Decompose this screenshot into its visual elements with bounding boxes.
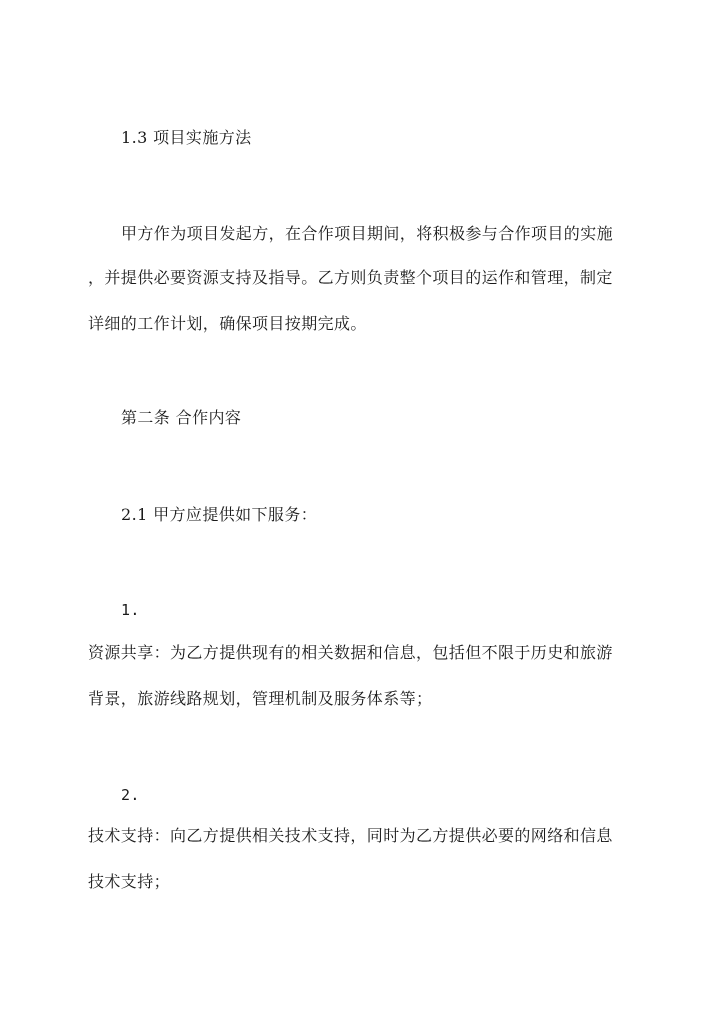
list-item-line: 技术支持； — [88, 872, 171, 891]
list-item-line: 资源共享：为乙方提供现有的相关数据和信息，包括但不限于历史和旅游 — [88, 643, 613, 662]
list-item-number: 1. — [121, 601, 140, 619]
list-item-number: 2. — [121, 786, 140, 804]
paragraph-line: 详细的工作计划，确保项目按期完成。 — [88, 314, 367, 333]
list-item-line: 背景，旅游线路规划，管理机制及服务体系等； — [88, 689, 433, 708]
section-heading-1-3: 1.3 项目实施方法 — [121, 128, 252, 147]
article-heading: 第二条 合作内容 — [121, 408, 242, 427]
list-item-line: 技术支持：向乙方提供相关技术支持，同时为乙方提供必要的网络和信息 — [88, 826, 613, 845]
paragraph-line: ，并提供必要资源支持及指导。乙方则负责整个项目的运作和管理，制定 — [88, 268, 613, 287]
paragraph-line: 甲方作为项目发起方，在合作项目期间，将积极参与合作项目的实施 — [121, 224, 614, 243]
section-heading-2-1: 2.1 甲方应提供如下服务： — [121, 505, 318, 524]
